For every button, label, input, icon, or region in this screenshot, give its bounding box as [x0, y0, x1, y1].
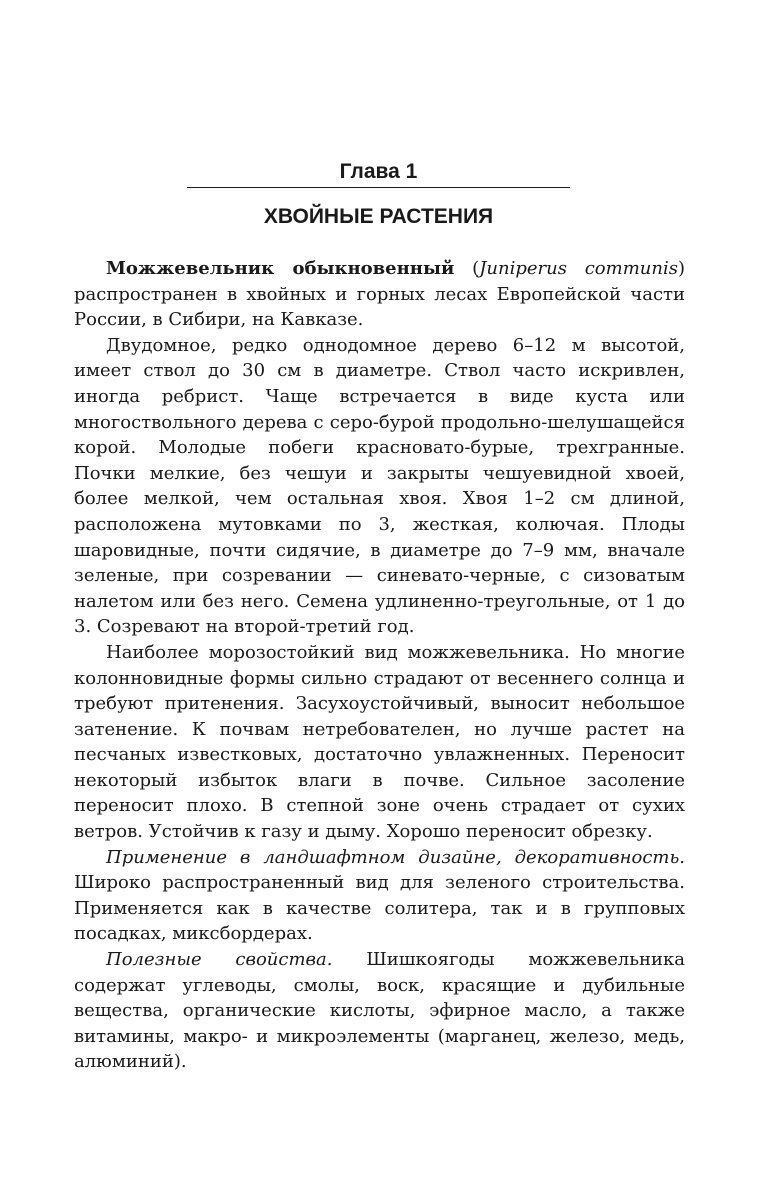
landscape-use-heading: Применение в ландшафтном дизайне, декоративность.: [106, 846, 685, 868]
paragraph-landscape-use: [74, 845, 685, 947]
paragraph-intro: [74, 256, 685, 333]
chapter-divider: [187, 187, 570, 188]
paragraph-useful-properties: [74, 947, 685, 1075]
paragraph-description: Двудомное, редко однодомное дерево 6–12 м высотой, имеет ствол до 30 см в диаметре. Ствол часто искривлен, иногда ребрист. Чаще встречается в виде куста или многоствольного дерева с серо-бурой продольно-шелушащейся корой. Молодые побеги красновато-бурые, трехгранные. Почки мелкие, без чешуи и закрыты чешуевидной хвоей, более мелкой, чем остальная хвоя. Хвоя 1–2 см длиной, расположена мутовками по 3, жесткая, колючая. Плоды шаровидные, почти сидячие, в диаметре до 7–9 мм, вначале зеленые, при созревании — синевато-черные, с сизоватым налетом или без него. Семена удлиненно-треугольные, от 1 до 3. Созревают на второй-третий год.: [74, 334, 685, 638]
landscape-use-text: Широко распространенный вид для зеленого строительства. Применяется как в качестве солитера, так и в групповых посадках, миксбордерах.: [74, 872, 685, 945]
chapter-number: Глава 1: [339, 160, 418, 183]
paragraph-hardiness: Наиболее морозостойкий вид можжевельника. Но многие колонновидные формы сильно страдают от весеннего солнца и требуют притенения. Засухоустойчивый, выносит небольшое затенение. К почвам нетребователен, но лучше растет на песчаных известковых, достаточно увлажненных. Переносит некоторый избыток влаги в почве. Сильное засоление переносит плохо. В степной зоне очень страдает от сухих ветров. Устойчив к газу и дыму. Хорошо переносит обрезку.: [74, 641, 685, 843]
chapter-title: ХВОЙНЫЕ РАСТЕНИЯ: [263, 205, 494, 228]
body-text: [74, 256, 685, 1075]
useful-properties-heading: Полезные свойства.: [106, 949, 333, 971]
species-name: Можжевельник обыкновенный: [106, 258, 455, 279]
latin-open-paren: (: [454, 258, 480, 279]
latin-name: Juniperus communis: [479, 258, 678, 279]
latin-close-paren: ): [677, 258, 685, 279]
intro-text: распространен в хвойных и горных лесах Европейской части России, в Сибири, на Кавказе.: [74, 283, 685, 331]
useful-properties-text: Шишкоягоды можжевельника содержат углеводы, смолы, воск, красящие и дубильные вещества, органические кислоты, эфирное масло, а также витамины, макро- и микроэлементы (марганец, железо, медь, алюминий).: [74, 949, 685, 1073]
